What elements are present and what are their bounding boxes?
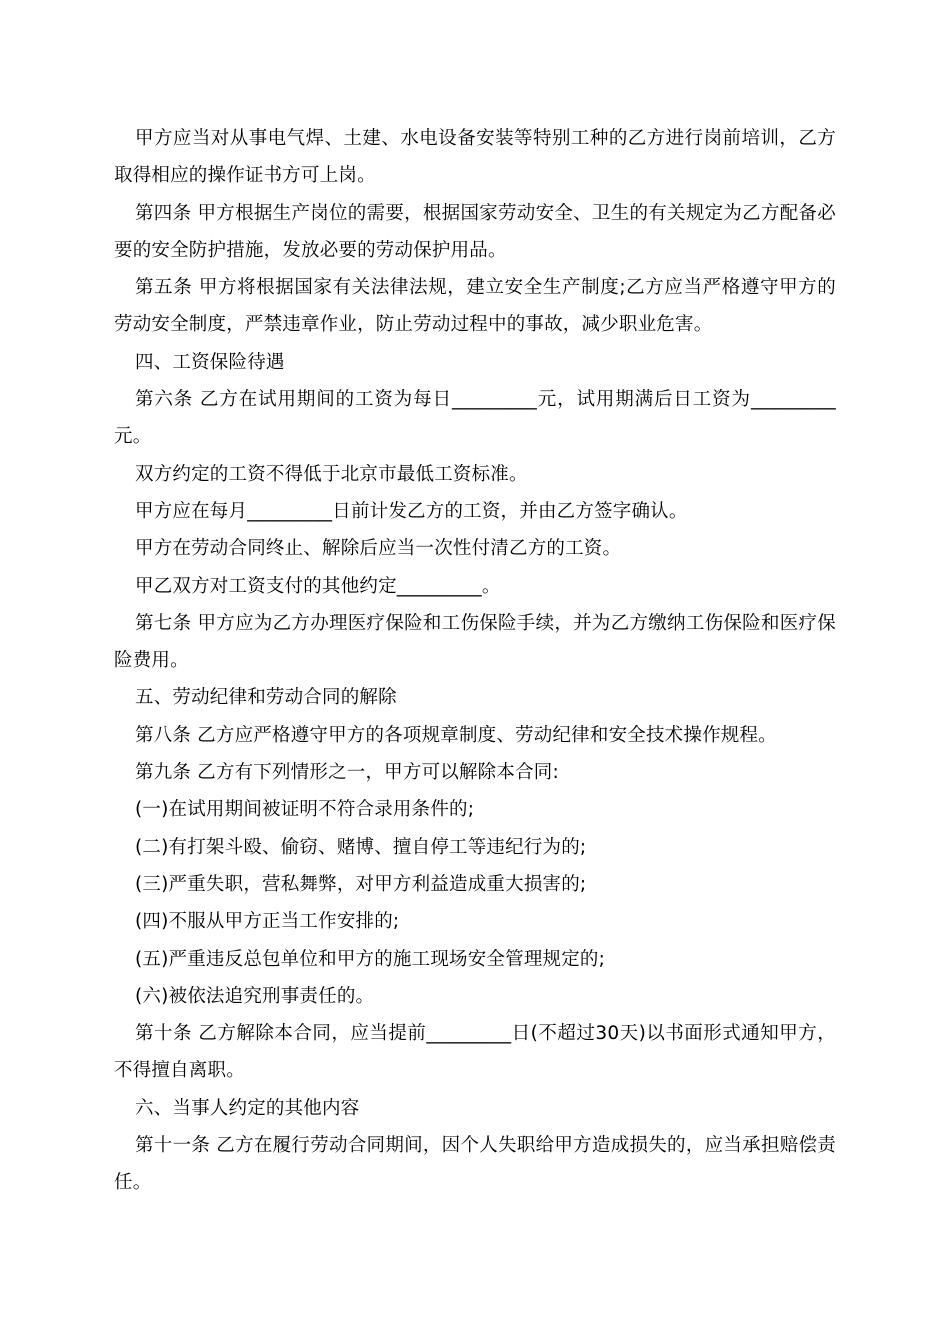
- list-item-4: (四)不服从甲方正当工作安排的;: [135, 911, 400, 933]
- paragraph-article-4: 第四条 甲方根据生产岗位的需要，根据国家劳动安全、卫生的有关规定为乙方配备必要的安全防护措施，发放必要的劳动保护用品。: [114, 202, 836, 261]
- document-body: [114, 120, 836, 1202]
- paragraph-final-pay: 甲方在劳动合同终止、解除后应当一次性付清乙方的工资。: [135, 538, 622, 560]
- paragraph-article-10: 第十条 乙方解除本合同，应当提前_________日(不超过30天)以书面形式通知甲方，不得擅自离职。: [114, 1023, 836, 1082]
- paragraph-article-6: 第六条 乙方在试用期间的工资为每日_________元，试用期满后日工资为_________元。: [114, 389, 836, 448]
- paragraph-article-11: 第十一条 乙方在履行劳动合同期间，因个人失职给甲方造成损失的，应当承担赔偿责任。: [114, 1135, 836, 1194]
- section-heading-discipline: 五、劳动纪律和劳动合同的解除: [135, 687, 397, 709]
- paragraph-article-5: 第五条 甲方将根据国家有关法律法规，建立安全生产制度;乙方应当严格遵守甲方的劳动安全制度，严禁违章作业，防止劳动过程中的事故，减少职业危害。: [114, 277, 836, 336]
- paragraph-pay-day: 甲方应在每月_________日前计发乙方的工资，并由乙方签字确认。: [135, 500, 688, 522]
- list-item-3: (三)严重失职，营私舞弊，对甲方利益造成重大损害的;: [135, 873, 587, 895]
- paragraph-training: 甲方应当对从事电气焊、土建、水电设备安装等特别工种的乙方进行岗前培训，乙方取得相应的操作证书方可上岗。: [114, 128, 836, 187]
- paragraph-minimum-wage: 双方约定的工资不得低于北京市最低工资标准。: [135, 463, 528, 485]
- list-item-1: (一)在试用期间被证明不符合录用条件的;: [135, 799, 475, 821]
- paragraph-article-7: 第七条 甲方应为乙方办理医疗保险和工伤保险手续，并为乙方缴纳工伤保险和医疗保险费用。: [114, 612, 836, 672]
- section-heading-wages: 四、工资保险待遇: [135, 351, 285, 373]
- list-item-2: (二)有打架斗殴、偷窃、赌博、擅自停工等违纪行为的;: [135, 836, 587, 858]
- section-heading-other: 六、当事人约定的其他内容: [135, 1097, 360, 1119]
- list-item-5: (五)严重违反总包单位和甲方的施工现场安全管理规定的;: [135, 948, 606, 970]
- paragraph-article-8: 第八条 乙方应严格遵守甲方的各项规章制度、劳动纪律和安全技术操作规程。: [135, 724, 777, 746]
- paragraph-article-9: 第九条 乙方有下列情形之一，甲方可以解除本合同:: [135, 762, 559, 784]
- paragraph-other-wage-terms: 甲乙双方对工资支付的其他约定_________。: [135, 575, 501, 597]
- list-item-6: (六)被依法追究刑事责任的。: [135, 985, 375, 1007]
